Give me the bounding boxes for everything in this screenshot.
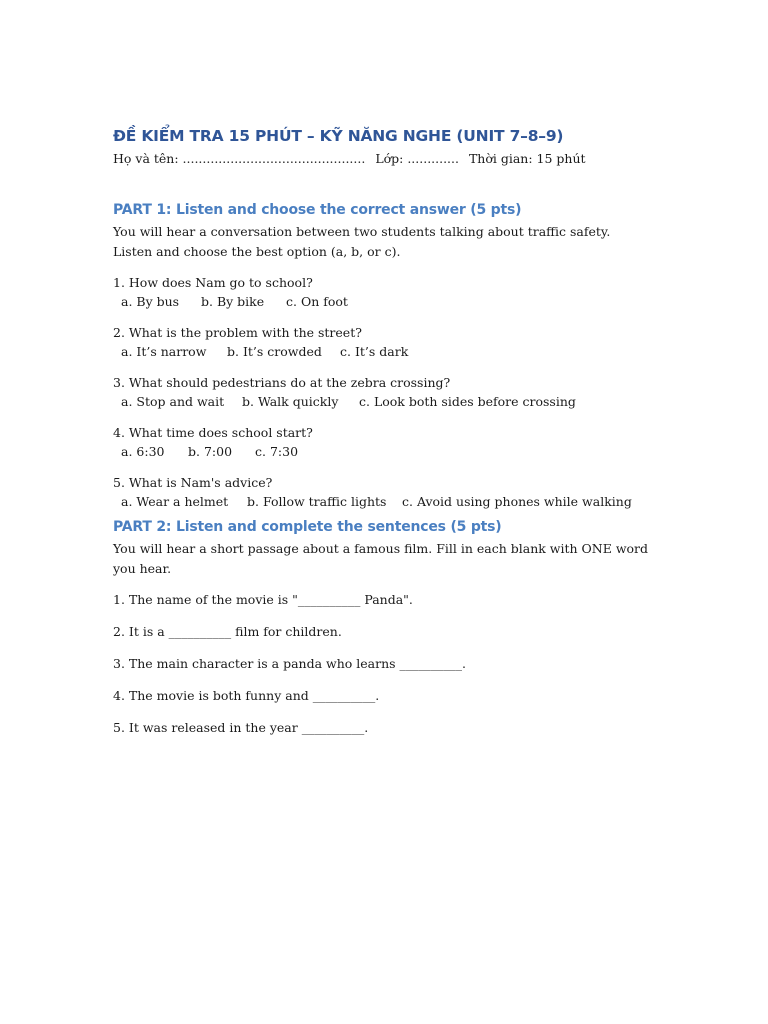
option-c: c. On foot	[286, 294, 348, 309]
part2-intro: You will hear a short passage about a famous film. Fill in each blank with ONE word you hear.	[113, 541, 649, 576]
worksheet	[113, 126, 653, 737]
option-b: b. It’s crowded	[227, 344, 322, 359]
option-b: b. Follow traffic lights	[247, 494, 387, 509]
part1-intro-1: You will hear a conversation between two students talking about traffic safety.	[113, 224, 611, 239]
sentence-2: 2. It is a __________ film for children.	[113, 624, 342, 639]
question-text: 5. What is Nam's advice?	[113, 475, 273, 490]
option-c: c. It’s dark	[340, 344, 409, 359]
worksheet-title: ĐỀ KIỂM TRA 15 PHÚT – KỸ NĂNG NGHE (UNIT 7–8–9)	[113, 127, 564, 145]
part1-heading: PART 1: Listen and choose the correct answer (5 pts)	[113, 202, 522, 218]
answer-options	[113, 342, 653, 361]
answer-options	[113, 292, 653, 311]
option-c: c. Look both sides before crossing	[359, 394, 576, 409]
question-5	[113, 473, 653, 511]
question-2	[113, 323, 653, 361]
question-text: 4. What time does school start?	[113, 425, 313, 440]
option-a: a. Stop and wait	[121, 394, 225, 409]
question-text: 1. How does Nam go to school?	[113, 275, 313, 290]
question-1	[113, 273, 653, 311]
student-info-line	[113, 150, 653, 168]
sentence-1: 1. The name of the movie is "__________ Panda".	[113, 592, 413, 607]
question-text: 2. What is the problem with the street?	[113, 325, 362, 340]
option-a: a. Wear a helmet	[121, 494, 229, 509]
answer-options	[113, 392, 653, 411]
sentence-5: 5. It was released in the year __________.	[113, 720, 369, 735]
answer-options	[113, 492, 653, 511]
class-field: Lớp: .............	[375, 151, 459, 166]
answer-options	[113, 442, 653, 461]
sentence-3: 3. The main character is a panda who learns __________.	[113, 656, 467, 671]
option-b: b. By bike	[201, 294, 265, 309]
question-text: 3. What should pedestrians do at the zebra crossing?	[113, 375, 451, 390]
option-b: b. Walk quickly	[242, 394, 339, 409]
sentence-4: 4. The movie is both funny and __________.	[113, 688, 380, 703]
student-name-field: Họ và tên: ..............................................	[113, 151, 366, 166]
option-a: a. It’s narrow	[121, 344, 207, 359]
option-a: a. 6:30	[121, 444, 165, 459]
question-3	[113, 373, 653, 411]
part1-intro-2: Listen and choose the best option (a, b, or c).	[113, 244, 401, 259]
option-c: c. 7:30	[255, 444, 299, 459]
part2-heading: PART 2: Listen and complete the sentences (5 pts)	[113, 519, 502, 535]
time-field: Thời gian: 15 phút	[468, 151, 586, 166]
option-b: b. 7:00	[188, 444, 233, 459]
option-a: a. By bus	[121, 294, 180, 309]
option-c: c. Avoid using phones while walking	[402, 494, 632, 509]
question-4	[113, 423, 653, 461]
